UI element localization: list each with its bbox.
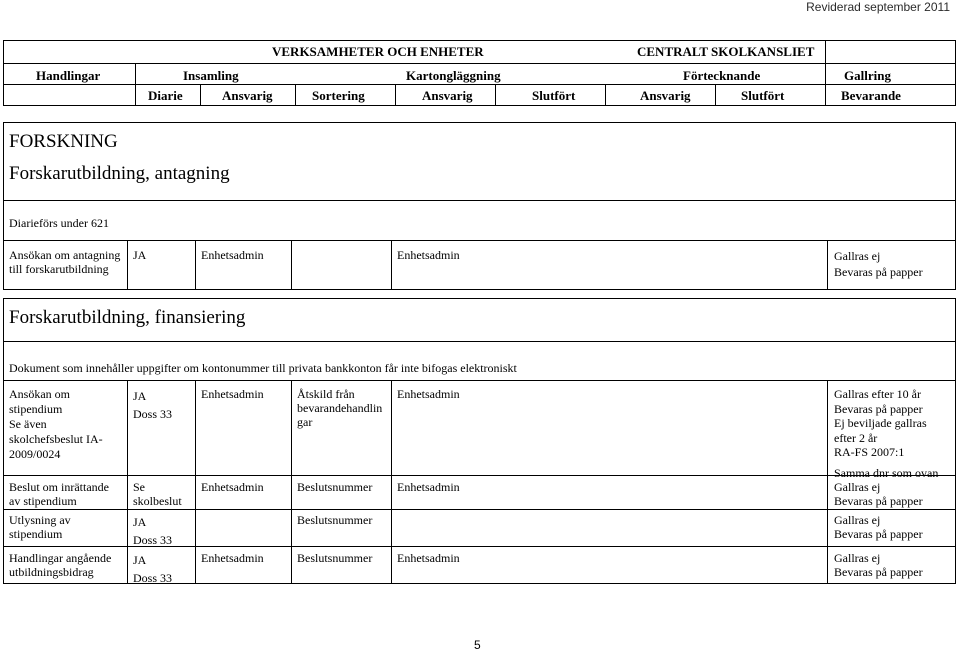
section-note-antagning: Diarieförs under 621 <box>9 216 109 230</box>
row-utbildningsbidrag-gallring: Gallras ej Bevaras på papper <box>834 551 923 579</box>
row-utbildningsbidrag-sortering: Beslutsnummer <box>297 551 373 565</box>
header-ansvarig-2: Ansvarig <box>422 88 473 103</box>
header-gallring: Gallring <box>844 68 891 83</box>
header-fortecknande: Förtecknande <box>683 68 761 83</box>
row-beslut-sortering: Beslutsnummer <box>297 480 373 494</box>
header-handlingar: Handlingar <box>36 68 101 83</box>
header-insamling: Insamling <box>183 68 239 83</box>
section-title-finansiering: Forskarutbildning, finansiering <box>9 307 246 328</box>
section-note-finansiering: Dokument som innehåller uppgifter om kontonummer till privata bankkonton får inte bifogas elektroniskt <box>9 361 517 375</box>
row-stipendium-handling: Ansökan om stipendium Se även skolchefsbeslut IA- 2009/0024 <box>9 387 103 461</box>
row-beslut-diarie: Se skolbeslut <box>133 480 182 508</box>
row-utbildningsbidrag-diarie: JA Doss 33 <box>133 553 173 585</box>
row-antagning-gallring: Gallras ej Bevaras på papper <box>834 249 923 279</box>
header-kartonglaggning: Kartongläggning <box>406 68 501 83</box>
row-beslut-ansvarig: Enhetsadmin <box>201 480 264 494</box>
header-slutfort-1: Slutfört <box>532 88 576 103</box>
row-utbildningsbidrag-ansvarig-2: Enhetsadmin <box>397 551 460 565</box>
row-antagning-diarie: JA <box>133 248 147 262</box>
header-slutfort-2: Slutfört <box>741 88 785 103</box>
main-title: FORSKNING <box>9 131 118 152</box>
section-title-antagning: Forskarutbildning, antagning <box>9 163 230 184</box>
row-stipendium-gallring: Gallras efter 10 år Bevaras på papper Ej beviljade gallras efter 2 år RA-FS 2007:1 Samma dnr som ovan <box>834 387 939 480</box>
header-ansvarig-3: Ansvarig <box>640 88 691 103</box>
row-utlysning-gallring: Gallras ej Bevaras på papper <box>834 513 923 541</box>
header-group-left: VERKSAMHETER OCH ENHETER <box>272 44 484 59</box>
row-utlysning-handling: Utlysning av stipendium <box>9 513 71 541</box>
row-antagning-handling: Ansökan om antagning till forskarutbildning <box>9 248 121 276</box>
row-beslut-ansvarig-2: Enhetsadmin <box>397 480 460 494</box>
row-antagning-ansvarig: Enhetsadmin <box>201 248 264 262</box>
row-antagning-ansvarig-2: Enhetsadmin <box>397 248 460 262</box>
row-utbildningsbidrag-handling: Handlingar angående utbildningsbidrag <box>9 551 112 579</box>
row-stipendium-sortering: Åtskild från bevarandehandlin gar <box>297 387 383 429</box>
header-group-right: CENTRALT SKOLKANSLIET <box>637 44 815 59</box>
row-beslut-gallring: Gallras ej Bevaras på papper <box>834 480 923 508</box>
row-utbildningsbidrag-ansvarig: Enhetsadmin <box>201 551 264 565</box>
row-utlysning-sortering: Beslutsnummer <box>297 513 373 527</box>
header-bevarande: Bevarande <box>841 88 901 103</box>
page-number: 5 <box>474 638 481 652</box>
row-stipendium-ansvarig-2: Enhetsadmin <box>397 387 460 401</box>
header-ansvarig-1: Ansvarig <box>222 88 273 103</box>
header-diarie: Diarie <box>148 88 183 103</box>
row-stipendium-diarie: JA Doss 33 <box>133 389 173 421</box>
section-antagning <box>3 122 956 290</box>
row-stipendium-ansvarig: Enhetsadmin <box>201 387 264 401</box>
revision-label: Reviderad september 2011 <box>806 0 950 14</box>
header-sortering: Sortering <box>312 88 365 103</box>
row-beslut-handling: Beslut om inrättande av stipendium <box>9 480 109 508</box>
row-utlysning-diarie: JA Doss 33 <box>133 515 173 547</box>
